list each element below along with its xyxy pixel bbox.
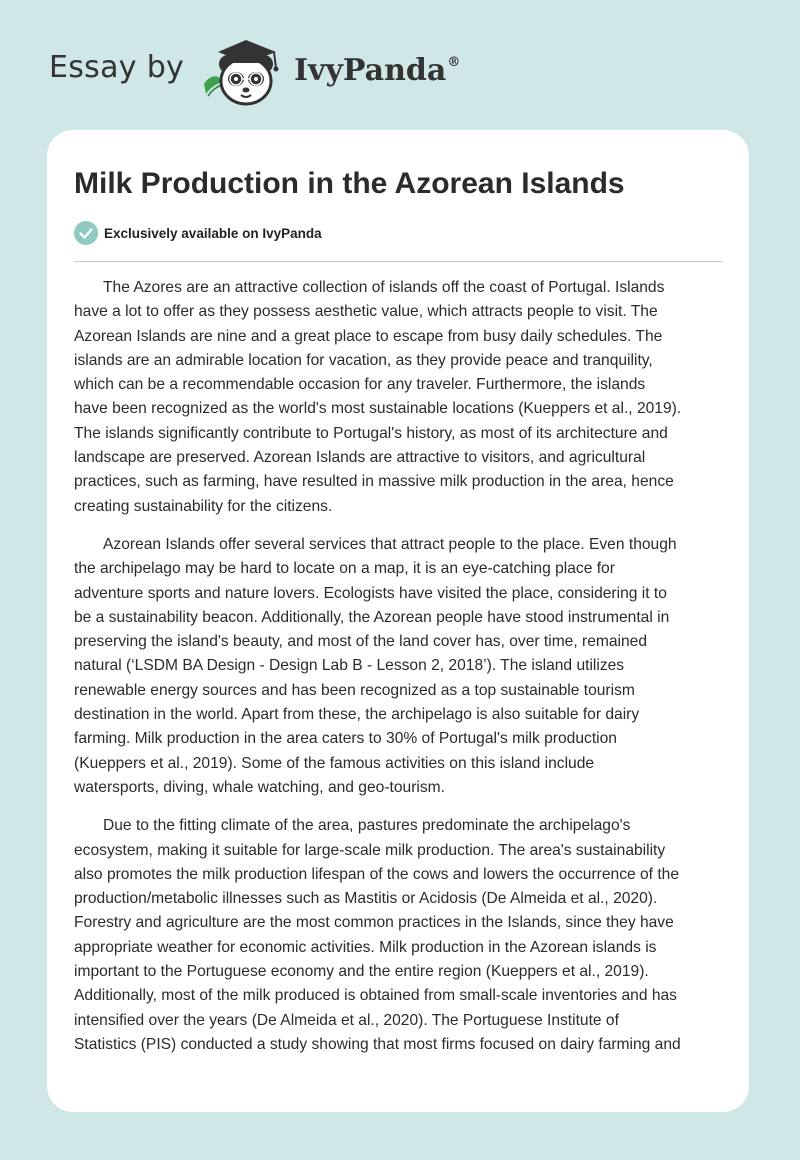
text-line: also promotes the milk production lifespan of the cows and lowers the occurrence of the bbox=[74, 865, 680, 883]
site-header bbox=[0, 0, 800, 130]
text-line: preserving the island's beauty, and most of the land cover has, over time, remained bbox=[74, 633, 648, 651]
text-line: Azorean Islands offer several services that attract people to the place. Even though bbox=[103, 535, 677, 553]
text-line: production/metabolic illnesses such as Mastitis or Acidosis (De Almeida et al., 2020). bbox=[74, 890, 658, 908]
text-line: creating sustainability for the citizens. bbox=[74, 497, 333, 515]
text-line: renewable energy sources and has been recognized as a top sustainable tourism bbox=[74, 681, 635, 699]
text-line: the archipelago may be hard to locate on a map, it is an eye-catching place for bbox=[74, 560, 615, 578]
text-line: natural (‘LSDM BA Design - Design Lab B - Lesson 2, 2018’). The island utilizes bbox=[74, 657, 625, 675]
text-line: islands are an admirable location for vacation, as they provide peace and tranquility, bbox=[74, 351, 653, 369]
text-line: The Azores are an attractive collection of islands off the coast of Portugal. Islands bbox=[103, 279, 665, 296]
brand-name-text: IvyPanda bbox=[294, 53, 447, 88]
check-circle-icon bbox=[74, 221, 98, 245]
trademark-symbol: ® bbox=[447, 55, 461, 70]
essay-by-label: Essay by bbox=[49, 50, 185, 85]
text-line: farming. Milk production in the area caters to 30% of Portugal's milk production bbox=[74, 730, 617, 748]
text-line: have a lot to offer as they possess aesthetic value, which attracts people to visit. The bbox=[74, 303, 658, 321]
divider bbox=[74, 261, 722, 262]
text-line: appropriate weather for economic activities. Milk production in the Azorean islands is bbox=[74, 938, 657, 956]
brand-name[interactable] bbox=[294, 53, 460, 88]
text-line: The islands significantly contribute to Portugal's history, as most of its architecture and bbox=[74, 424, 668, 442]
text-line: have been recognized as the world's most sustainable locations (Kueppers et al., 2019). bbox=[74, 400, 682, 418]
paragraph-2 bbox=[74, 533, 734, 800]
paragraph-3 bbox=[74, 814, 734, 1057]
text-line: practices, such as farming, have resulted in massive milk production in the area, hence bbox=[74, 473, 674, 491]
text-line: destination in the world. Apart from these, the archipelago is also suitable for dairy bbox=[74, 706, 640, 724]
text-line: Forestry and agriculture are the most common practices in the Islands, since they have bbox=[74, 914, 674, 932]
paragraph-1 bbox=[74, 276, 734, 519]
essay-body bbox=[74, 276, 734, 1071]
exclusive-badge bbox=[74, 221, 322, 245]
text-line: intensified over the years (De Almeida et al., 2020). The Portuguese Institute of bbox=[74, 1011, 619, 1029]
text-line: Statistics (PIS) conducted a study showing that most firms focused on dairy farming and bbox=[74, 1035, 681, 1053]
text-line: landscape are preserved. Azorean Islands are attractive to visitors, and agricultural bbox=[74, 449, 646, 467]
text-line: Additionally, most of the milk produced is obtained from small-scale inventories and has bbox=[74, 987, 677, 1005]
text-line: important to the Portuguese economy and the entire region (Kueppers et al., 2019). bbox=[74, 963, 649, 981]
panda-logo-icon[interactable] bbox=[198, 34, 294, 108]
text-line: be a sustainability beacon. Additionally, the Azorean people have stood instrumental in bbox=[74, 608, 670, 626]
text-line: (Kueppers et al., 2019). Some of the famous activities on this island include bbox=[74, 754, 595, 772]
essay-card bbox=[47, 130, 749, 1112]
text-line: adventure sports and nature lovers. Ecologists have visited the place, considering it to bbox=[74, 584, 667, 602]
text-line: which can be a recommendable occasion for any traveler. Furthermore, the islands bbox=[74, 376, 646, 394]
essay-title: Milk Production in the Azorean Islands bbox=[74, 167, 625, 200]
text-line: Due to the fitting climate of the area, pastures predominate the archipelago's bbox=[103, 817, 631, 835]
exclusive-label: Exclusively available on IvyPanda bbox=[104, 225, 322, 241]
text-line: ecosystem, making it suitable for large-scale milk production. The area's sustainability bbox=[74, 841, 666, 859]
text-line: Azorean Islands are nine and a great place to escape from busy daily schedules. The bbox=[74, 327, 663, 345]
text-line: watersports, diving, whale watching, and geo-tourism. bbox=[74, 778, 445, 796]
